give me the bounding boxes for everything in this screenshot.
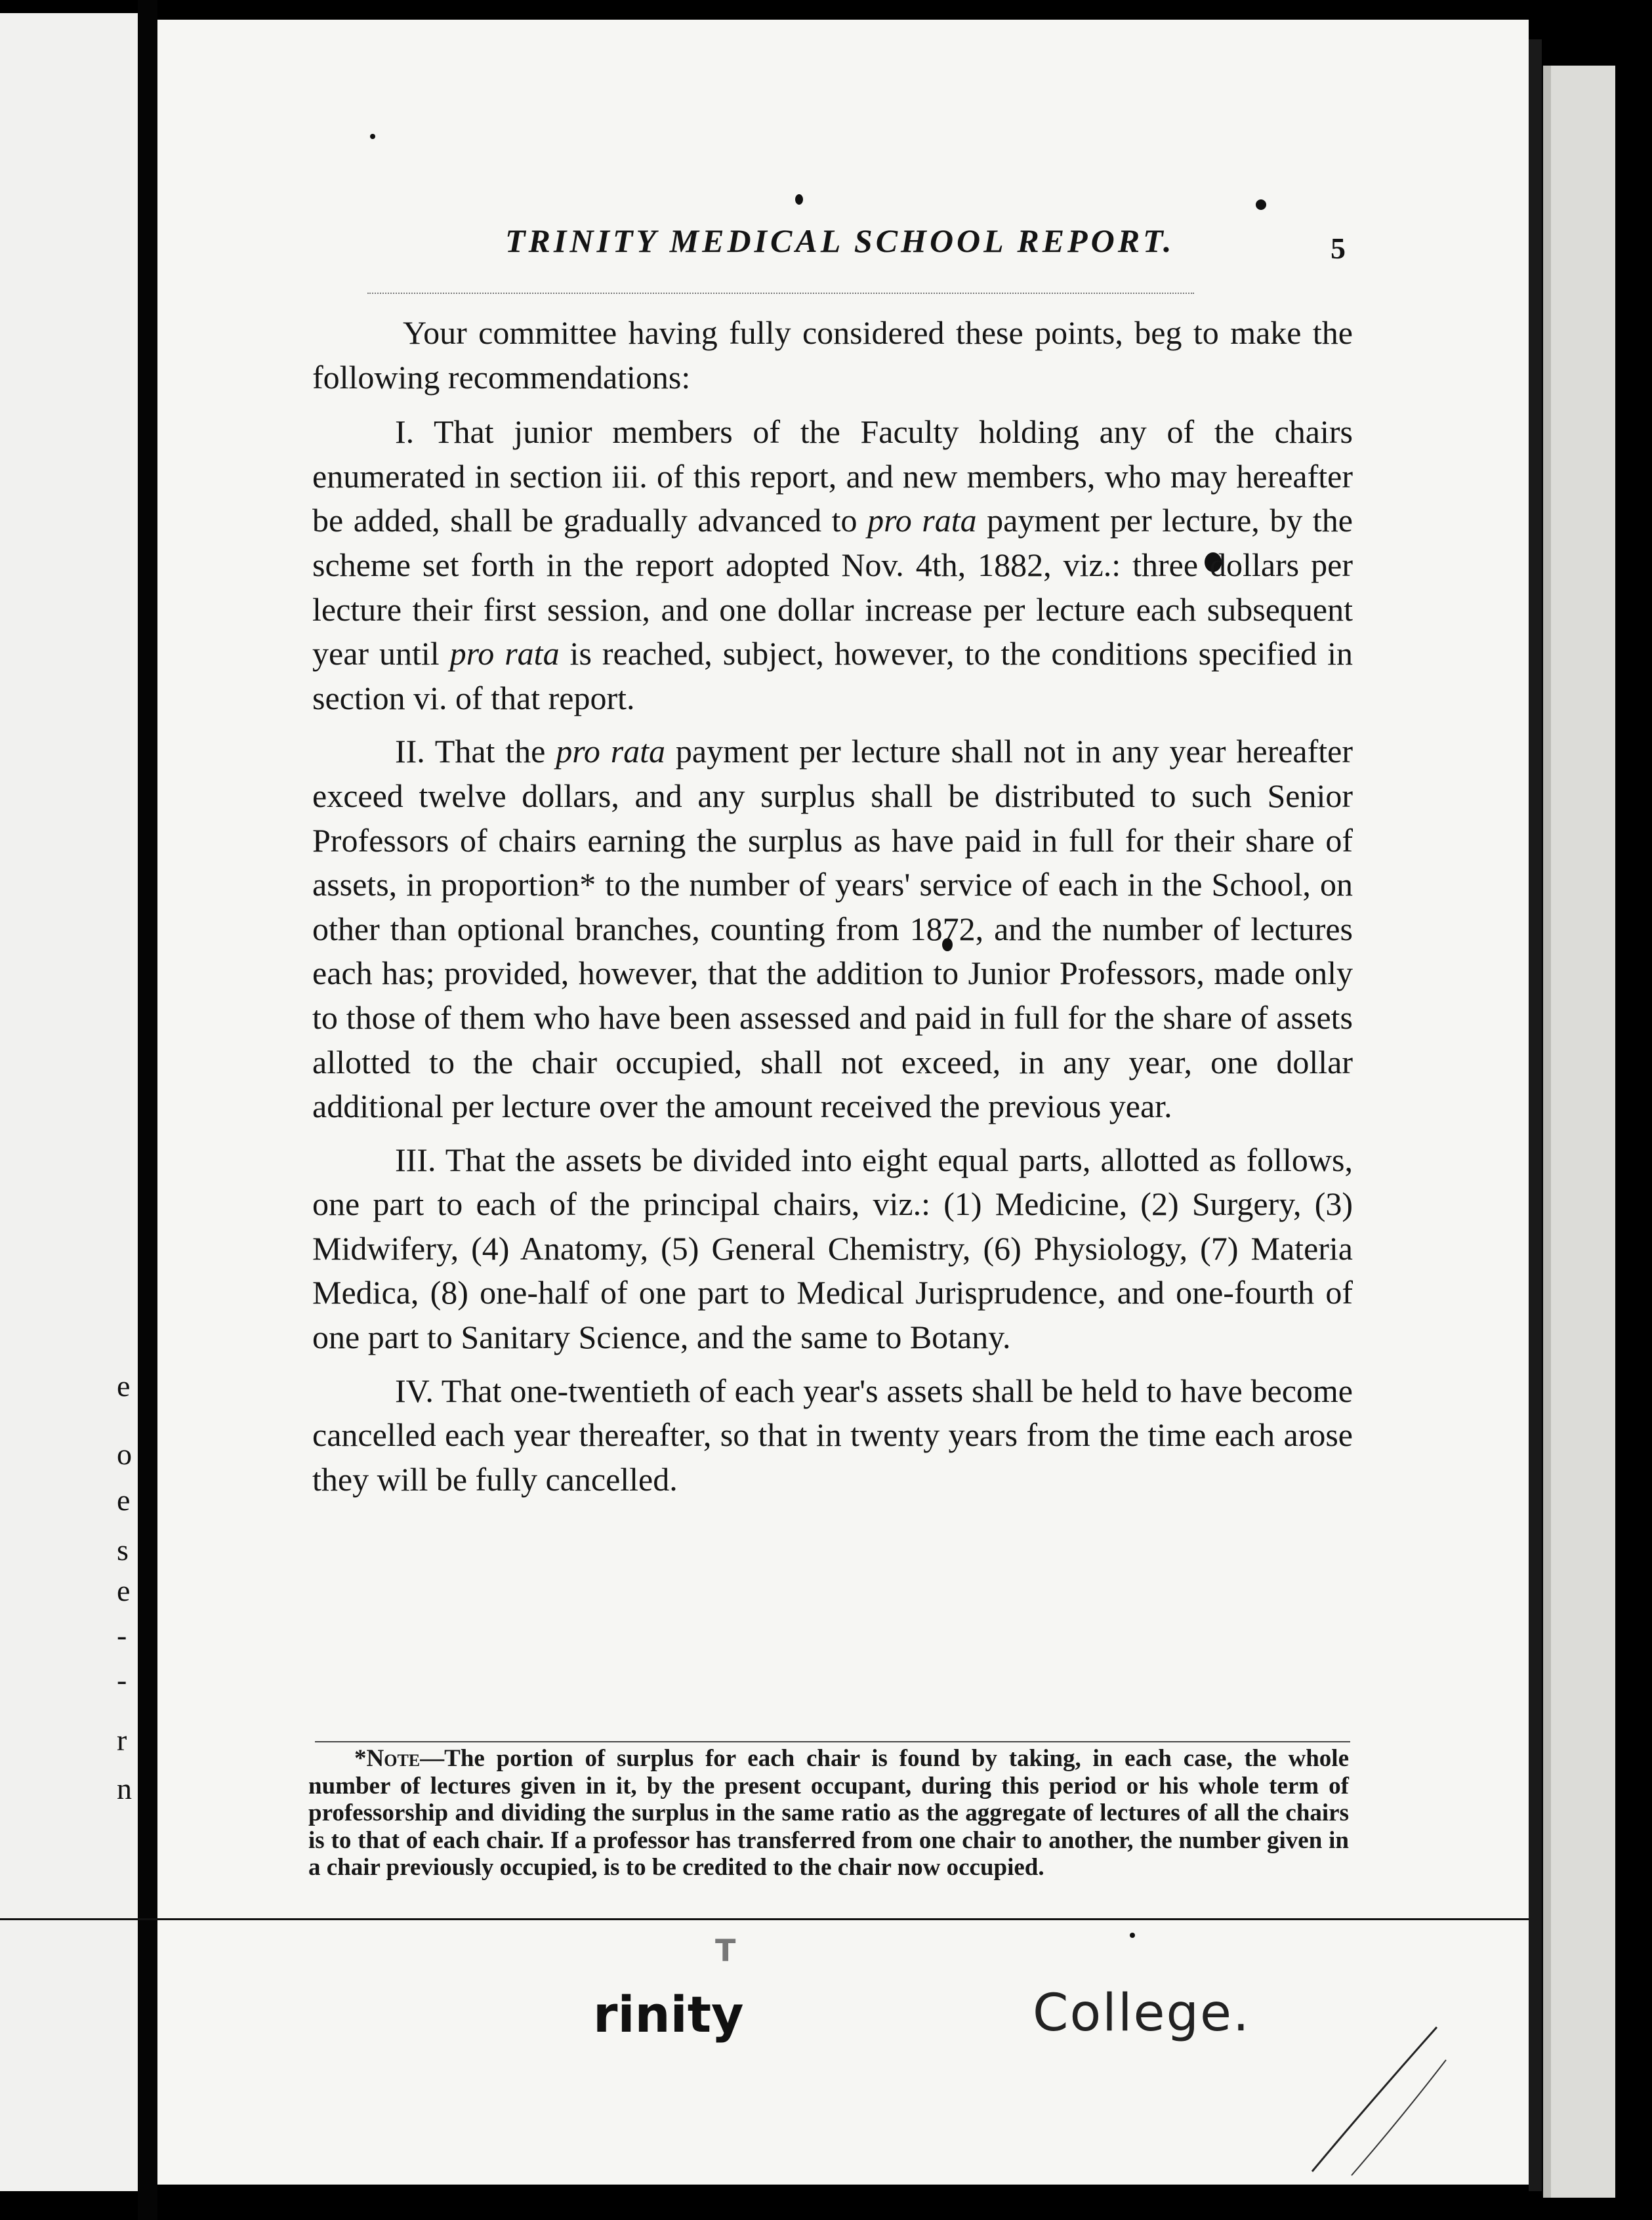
intro-paragraph [312, 311, 1353, 400]
ink-speck [1256, 199, 1266, 210]
previous-page-fragment: s [117, 1533, 129, 1567]
stamp-fragment: T [715, 1933, 736, 1968]
intro-text: Your committee having fully considered these points, beg to make the following recommendations: [312, 314, 1353, 396]
previous-page-fragment: e [117, 1574, 131, 1607]
previous-page-fragment: r [117, 1723, 127, 1757]
previous-page-fragment: e [117, 1369, 131, 1403]
recommendation-3-text: III. That the assets be divided into eight equal parts, allotted as follows, one part to each of the principal chairs, viz.: (1) Medicine, (2) Surgery, (3) Midwifery, (4) Anatomy, (5) General Chemistry, (6) Physiology, (7) Materia Medica, (8) one-half of one part to Medical Jurisprudence, and one-fourth of one part to Sanitary Science, and the same to Botany. [312, 1141, 1353, 1356]
running-head: TRINITY MEDICAL SCHOOL REPORT. [505, 222, 1175, 259]
previous-page-fragment: o [117, 1437, 132, 1471]
previous-page-fragment: n [117, 1772, 132, 1805]
ink-speck [370, 134, 375, 139]
stamp-word-right: College. [1033, 1984, 1250, 2043]
footnote-label: *Note [354, 1745, 421, 1772]
page-number: 5 [1331, 232, 1346, 265]
recommendation-1-text: payment per lecture, by the scheme set forth in the report adopted Nov. 4th, 1882, viz.: three dollars per lecture their first session, and one dollar increase per lecture each subsequent year until [312, 502, 1353, 672]
next-page-edge [1543, 66, 1615, 2198]
pro-rata-term: pro rata [867, 502, 977, 539]
recommendation-1-text: is reached, subject, however, to the conditions specified in section vi. of that report. [312, 635, 1353, 716]
header-rule [367, 293, 1194, 294]
stamp-word-left: rinity [593, 1985, 744, 2044]
previous-page-fragment: - [117, 1663, 127, 1696]
recommendation-4 [312, 1369, 1353, 1502]
page-right-edge [1529, 39, 1542, 2191]
footnote [308, 1745, 1349, 1881]
recommendation-4-text: IV. That one-twentieth of each year's assets shall be held to have become cancelled each year thereafter, so that in twenty years from the time each arose they will be fully cancelled. [312, 1372, 1353, 1498]
ink-speck [795, 194, 803, 205]
report-body [312, 311, 1353, 1511]
recommendation-1-text: I. That junior members of the Faculty holding any of the chairs enumerated in section iii. of this report, and new members, who may hereafter be added, shall be gradually advanced to [312, 413, 1353, 539]
book-spine [138, 0, 157, 2220]
footnote-rule [315, 1741, 1350, 1742]
recommendation-2 [312, 730, 1353, 1128]
recommendation-2-text: payment per lecture shall not in any year hereafter exceed twelve dollars, and any surplus shall be distributed to such Senior Professors of chairs earning the surplus as have paid in full for their share of assets, in proportion* to the number of years' service of each in the School, on other than optional branches, counting from 1872, and the number of lectures each has; provided, however, that the addition to Junior Professors, made only to those of them who have been assessed and paid in full for the share of assets allotted to the chair occupied, shall not exceed, in any year, one dollar additional per lecture over the amount received the previous year. [312, 733, 1353, 1125]
bottom-rule [0, 1918, 1529, 1920]
pen-flourish [1306, 2021, 1450, 2178]
pro-rata-term: pro rata [449, 635, 560, 672]
previous-page-fragment: - [117, 1618, 127, 1652]
previous-page-fragment: e [117, 1483, 131, 1517]
recommendation-3 [312, 1138, 1353, 1360]
ink-speck [1130, 1933, 1135, 1938]
pro-rata-term: pro rata [556, 733, 666, 770]
recommendation-1 [312, 410, 1353, 720]
footnote-text: —The portion of surplus for each chair is found by taking, in each case, the whole number of lectures given in it, by the present occupant, during this period or his whole term of professorship and dividing the surplus in the same ratio as the aggregate of lectures of all the chairs is to that of each chair. If a professor has transferred from one chair to another, the number given in a chair previously occupied, is to be credited to the chair now occupied. [308, 1745, 1349, 1881]
recommendation-2-text: II. That the [395, 733, 556, 770]
previous-page-edge [0, 13, 138, 2191]
